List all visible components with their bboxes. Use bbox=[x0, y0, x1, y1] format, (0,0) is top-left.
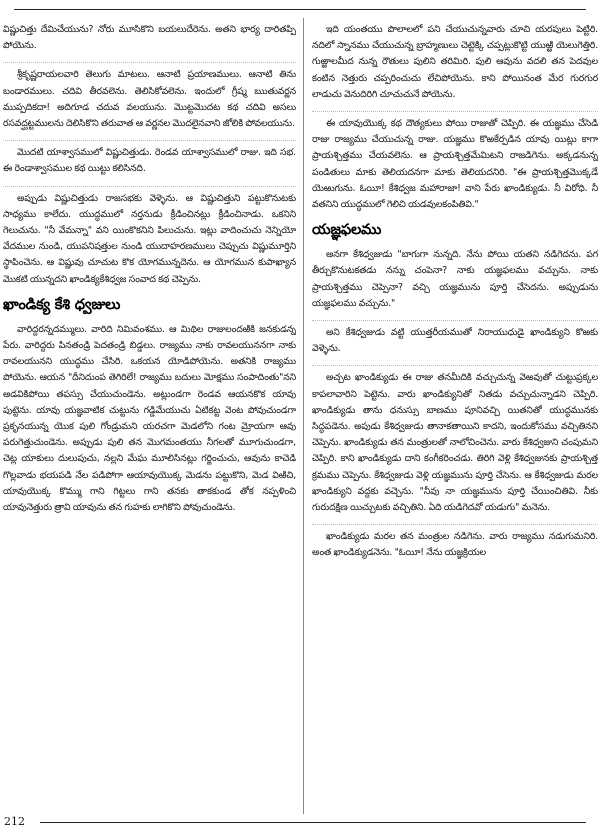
section-heading: యజ్ఞఫలము bbox=[312, 222, 382, 239]
right-column bbox=[312, 22, 598, 814]
paragraph: మొదటి యాశ్వాసములో విష్ణుచిత్తుడు. రెండవ యాశ్వాసములో రాజు. ఇది సభ. ఈ రెండాశ్వాసముల కథ యిట్టు కలిసినది. bbox=[3, 140, 296, 177]
left-column bbox=[3, 22, 296, 814]
paragraph: అనగా కేశిధ్వజుడు "బాగుగా నున్నది. నేను పోయి యతని నడిగెదను. పగ తీర్చుకొనుటకతడు నన్ను చంపెనా? నాకు యజ్ఞఫలము వచ్చును. నాకు ప్రాయశ్చిత్తము చెప్పెనా? వచ్చి యజ్ఞమును పూర్తి చేసెదను. అప్పుడును యజ్ఞఫలము వచ్చును." bbox=[312, 249, 598, 309]
paragraph: అని కేశిధ్వజుడు వట్టి యుత్తరీయముతో నిరాయుధుడై ఖాండిక్యుని కొఱకు వెళ్ళెను. bbox=[312, 320, 598, 357]
section-heading: ఖాండిక్య కేశి ధ్వజులు bbox=[3, 296, 121, 313]
paragraph: అప్పుడు విష్ణుచిత్తుడు రాజసభకు వెళ్ళెను. ఆ విష్ణుచిత్తుని పట్టుకొనుటకు సాధ్యము కాలేదు. యుద్ధములో నర్తనుడు క్రీడించినట్లు క్రీడించినాడు. ఒకనిని గెలుచును. "నీ వేమన్నా" వని యింకొకనిని పిలుచును. ఇట్లు వాదించుచు నెన్నియో వేదముల నుండి, యుపనిషత్తుల నుండి యుదాహరణములు చెప్పుచు విష్ణుమూర్తిని స్థాపించెను. ఆ విష్ణువు చూచుట కొక యోగమున్నదెను. ఆ యోగమున కుపాఖ్యాన మొకటి యున్నదని ఖాండిక్యకేశిధ్వజ సంవాద కథ చెప్పెను. bbox=[3, 186, 296, 288]
column-divider bbox=[303, 18, 304, 814]
paragraph: ఈ యావుయొక్క కథ దౌత్యకులు పోయి రాజుతో చెప్పిరి. ఈ యజ్ఞము చేసెడి రాజు రాజ్యము చేయుచున్న రాజు. యజ్ఞము కొఱకేర్పడిన యావు యిట్లు కాగా ప్రాయశ్చిత్తము చేయవలెను. ఆ ప్రాయశ్చిత్తమేమిటని రాజడిగెను. అక్కడనున్న పండితులు మాకు తెలియదనగా మాకు తెలియదనిరి. "ఈ ప్రాయశ్చిత్తమొక్కడే యెఱుగును. ఓయీ! కేశిధ్వజ మహారాజా! వాని పేరు ఖాండిక్యుడు. నీ విరోధి. నీ వతనిని యుద్ధములో గెలిచి యడవులకంపితివి." bbox=[312, 111, 598, 213]
paragraph: అచ్చట ఖాండిక్యుడు ఈ రాజు తనమీదికి వచ్చుచున్న వెఱవుతో చుట్టుప్రక్కల కాపలావారిని పెట్టెను. వారు ఖాండిక్యునితో నితడు వచ్చుచున్నాడని చెప్పిరి. ఖాండిక్యుడు తాను ధనుస్సు బాణము పూనివచ్చి యితనితో యుద్ధమునకు సిద్ధపడెను. అపుడు కేశిధ్వజుడు తానాకతాయిని కాదని, ఇందుకోసము వచ్చితినని చెప్పెను. ఖాండిక్యుడు తన మంత్రులతో నాలోచించెను. వారు కేశిధ్వజుని చంపుమని చెప్పిరి. కాని ఖాండిక్యుడు దాని కంగీకరించడు. తిరిగి వెళ్లి కేశిధ్వజునకు ప్రాయశ్చిత్త క్రమము చెప్పెను. కేశిధ్వజుడు వెళ్లి యజ్ఞమును పూర్తి చేసెను. ఆ కేశిధ్వజుడు మరల ఖాండిక్యుని వద్దకు వచ్చెను. "నీవు నా యజ్ఞమును పూర్తి చేయించితివి. నీకు గురుదక్షిణ యిచ్చుటకు వచ్చితిని. ఏది యడిగెదవో యడుగు" మనెను. bbox=[312, 365, 598, 516]
bottom-rule bbox=[40, 822, 586, 823]
top-rule bbox=[14, 9, 586, 10]
page-number: 212 bbox=[4, 815, 25, 828]
paragraph: శ్రీకృష్ణరాయలవారి తెలుగు మాటలు. ఆనాటి ప్రయాణములు. ఆనాటి తిను బండారములు. చదివి తీరవలెను. తెలిసికోవలెను. ఇందులో గ్రీష్మ ఋతువర్ణన ముప్పదికదా! అదిగూడ చదువ వలయును. మొట్టమొదట కథ చదివి అసలు రసవద్ఘట్టములను దెలిసికొని తరువాత ఆ వర్ణనల మొదలైనవాని జోలికి పోవలయును. bbox=[3, 62, 296, 132]
paragraph: ఇది యంతయు పొలాలలో పని చేయుచున్నవారు చూచి యరపులు పెట్టిరి. నదిలో స్నానము చేయుచున్న బ్రాహ్మణులు చెట్టెక్కి చప్పట్లుకొట్టి యుఱ్ఱి యెలుగెత్తిరి. గుఱ్ఱాలమీద నున్న రౌతులు పులిని తరిమిరి. పులి ఆవును వదలి తన పెదవుల కంటిన నెత్తురు చప్పరించుచు లేచిపోయెను. కాని పోయినంత మేర గురగుర లాడుచు వెనుదిరిగి చూచుచునే పోయెను. bbox=[312, 24, 598, 100]
paragraph: ఖాండిక్యుడు మరల తన మంత్రుల నడిగెను. వారు రాజ్యము నడుగుమనిరి. అంత ఖాండిక్యుడనెను. "ఓయీ! నేను యజ్ఞక్రియల bbox=[312, 524, 598, 561]
paragraph: విష్ణుచిత్తు దేమిచేయును? నోరు మూసికొని బయలుదేరెను. అతని భార్య దారితప్పి పోయెను. bbox=[3, 24, 296, 52]
paragraph: వారిద్దరన్నదమ్ములు. వారిది నిమివంశము. ఆ మిథిల రాజులందఱికి జనకుడన్న పేరు. వారిద్దరు పినతండ్రి పెదతండ్రి బిడ్డలు. రాజ్యము నాకు రావలయుననగా నాకు రావలయునని యుద్ధము చేసిరి. ఒకయన యోడిపోయెను. అతనికి రాజ్యము పోయెను. ఆయన "దీనిదుంప తెగిరిలే! రాజ్యము బదులు మోక్షము సంపాదింతు"నని అడవికిపోయి తపస్సు చేయుచుండెను. అట్లుండగా రెండవ ఆయనకొక యావు పుట్టెను. యావు యజ్ఞవాటిక చుట్టును గడ్డిమేయుచు ఏటికట్ట వెంట పోవుచుండగా ప్రకృనయున్న యొక పులి గోండ్రుమని యరచగా మెడలోని గంట మ్రోయగా ఆవు పరుగెత్తుచుండెను. అప్పుడు పులి తన మొగమంతయు నీగలతో మూగుచుండగా, చెట్ల యాకులు దులుపుచు, నల్లని మేఘ మూలిసినట్లు గర్జించుచు, ఆవును కాచెడి గొల్లవాడు భయపడి నేల పడిపోగా ఆయావుయొక్క మెడను పట్టుకొని, మెడ విఱిచి, యావుయొక్క కొమ్ము గాని గిట్టలు గాని తనకు తాకకుండ తోక నప్పళించి యావునెత్తురు త్రావి యావును తన గుహకు లాగికొని పోవుచుండెను. bbox=[3, 323, 296, 514]
